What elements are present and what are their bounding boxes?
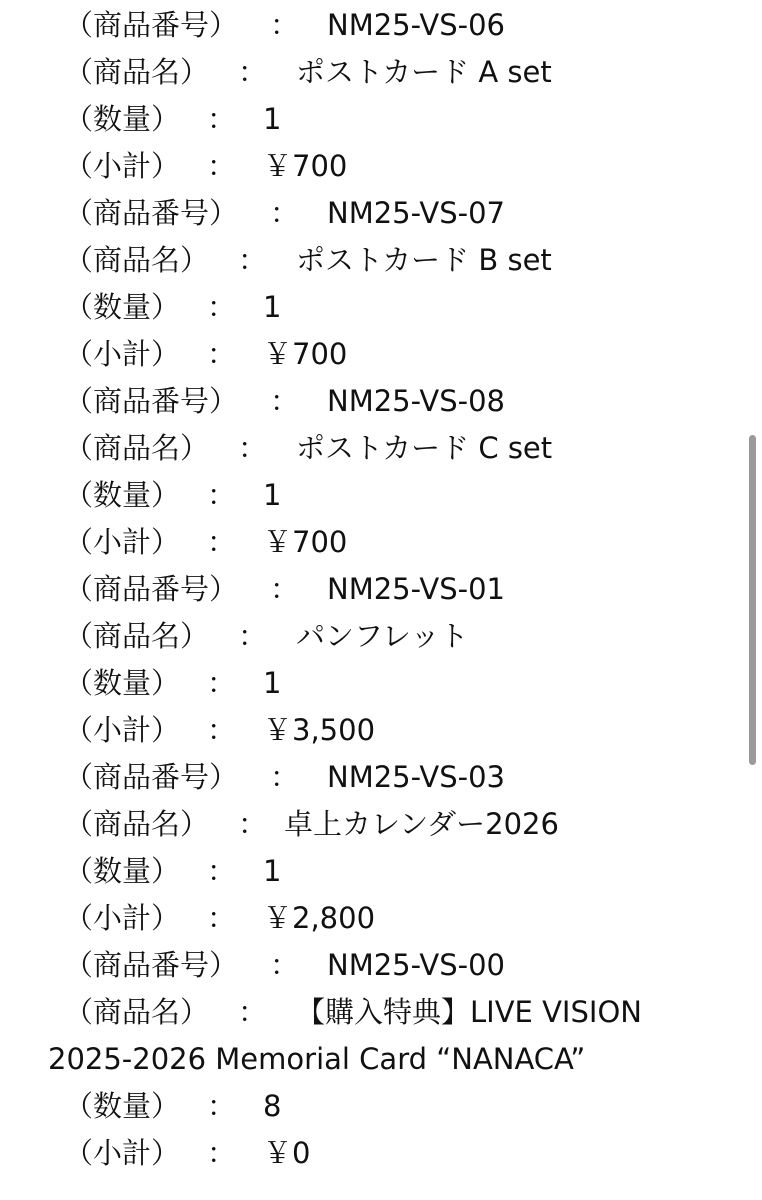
separator: ：: [207, 478, 237, 512]
item-subtotal-value: ￥0: [263, 1136, 311, 1170]
item-name-value: ポストカード A set: [296, 55, 552, 89]
item-name-label: （商品名）: [64, 431, 210, 465]
item-code-value: NM25-VS-00: [327, 948, 505, 982]
item-subtotal-label: （小計）: [64, 149, 181, 183]
separator: ：: [238, 807, 268, 841]
item-name-label: （商品名）: [64, 619, 210, 653]
separator: ：: [238, 431, 268, 465]
item-qty-value: 1: [263, 666, 282, 700]
item-code-value: NM25-VS-03: [327, 760, 505, 794]
item-code-label: （商品番号）: [64, 572, 239, 606]
item-qty-value: 1: [263, 854, 282, 888]
item-qty-label: （数量）: [64, 1089, 181, 1123]
vertical-scrollbar[interactable]: [749, 435, 756, 765]
separator: ：: [270, 760, 300, 794]
separator: ：: [270, 384, 300, 418]
separator: ：: [238, 243, 268, 277]
item-subtotal-label: （小計）: [64, 337, 181, 371]
item-code-value: NM25-VS-07: [327, 196, 505, 230]
separator: ：: [270, 948, 300, 982]
item-code-value: NM25-VS-01: [327, 572, 505, 606]
item-code-label: （商品番号）: [64, 8, 239, 42]
separator: ：: [238, 995, 268, 1029]
separator: ：: [207, 149, 237, 183]
item-name-value: ポストカード B set: [296, 243, 552, 277]
item-qty-value: 1: [263, 290, 282, 324]
separator: ：: [207, 713, 237, 747]
item-qty-label: （数量）: [64, 666, 181, 700]
item-qty-value: 1: [263, 478, 282, 512]
item-qty-label: （数量）: [64, 102, 181, 136]
item-name-label: （商品名）: [64, 55, 210, 89]
item-code-value: NM25-VS-08: [327, 384, 505, 418]
separator: ：: [207, 666, 237, 700]
separator: ：: [270, 8, 300, 42]
item-subtotal-label: （小計）: [64, 525, 181, 559]
item-name-value: 卓上カレンダー2026: [284, 807, 559, 841]
separator: ：: [238, 619, 268, 653]
item-qty-label: （数量）: [64, 478, 181, 512]
item-subtotal-value: ￥700: [263, 525, 348, 559]
item-subtotal-value: ￥700: [263, 149, 348, 183]
item-qty-value: 1: [263, 102, 282, 136]
item-code-label: （商品番号）: [64, 384, 239, 418]
item-name-label: （商品名）: [64, 243, 210, 277]
item-qty-label: （数量）: [64, 854, 181, 888]
item-code-value: NM25-VS-06: [327, 8, 505, 42]
item-subtotal-label: （小計）: [64, 713, 181, 747]
separator: ：: [238, 55, 268, 89]
item-subtotal-label: （小計）: [64, 901, 181, 935]
separator: ：: [207, 901, 237, 935]
separator: ：: [207, 525, 237, 559]
separator: ：: [207, 102, 237, 136]
separator: ：: [207, 854, 237, 888]
item-code-label: （商品番号）: [64, 948, 239, 982]
item-qty-label: （数量）: [64, 290, 181, 324]
item-subtotal-value: ￥2,800: [263, 901, 376, 935]
separator: ：: [270, 196, 300, 230]
item-name-value: 【購入特典】LIVE VISION: [296, 995, 642, 1029]
item-name-continued: 2025-2026 Memorial Card “NANACA”: [48, 1042, 586, 1076]
item-qty-value: 8: [263, 1089, 282, 1123]
item-code-label: （商品番号）: [64, 760, 239, 794]
separator: ：: [207, 1136, 237, 1170]
item-name-label: （商品名）: [64, 995, 210, 1029]
separator: ：: [207, 337, 237, 371]
item-name-value: パンフレット: [296, 619, 469, 653]
item-subtotal-label: （小計）: [64, 1136, 181, 1170]
separator: ：: [270, 572, 300, 606]
separator: ：: [207, 290, 237, 324]
item-subtotal-value: ￥700: [263, 337, 348, 371]
item-subtotal-value: ￥3,500: [263, 713, 376, 747]
item-name-label: （商品名）: [64, 807, 210, 841]
item-name-value: ポストカード C set: [296, 431, 553, 465]
separator: ：: [207, 1089, 237, 1123]
item-code-label: （商品番号）: [64, 196, 239, 230]
